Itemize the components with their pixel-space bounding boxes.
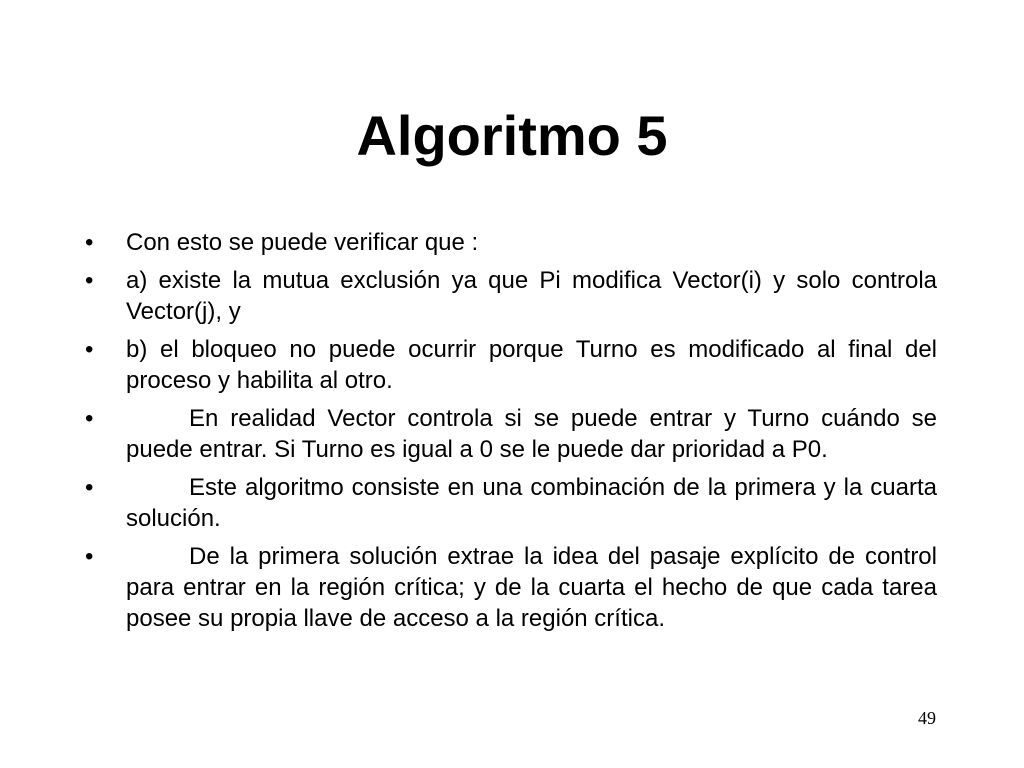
bullet-dot: • — [85, 474, 94, 501]
bullet-item — [85, 541, 937, 634]
bullet-dot: • — [85, 405, 94, 432]
bullet-item — [85, 472, 937, 534]
bullet-dot: • — [85, 267, 94, 294]
bullet-item — [85, 403, 937, 465]
bullet-text: De la primera solución extrae la idea del pasaje explícito de control para entrar en la región crítica; y de la cuarta el hecho de que cada tarea posee su propia llave de acceso a la región crítica. — [126, 543, 937, 632]
bullet-dot: • — [85, 229, 94, 256]
bullet-text: Este algoritmo consiste en una combinación de la primera y la cuarta solución. — [126, 474, 937, 532]
bullet-item — [85, 227, 937, 258]
bullet-item — [85, 334, 937, 396]
bullet-list — [85, 227, 937, 641]
bullet-text: a) existe la mutua exclusión ya que Pi modifica Vector(i) y solo controla Vector(j), y — [126, 267, 937, 325]
page-number: 49 — [918, 708, 936, 728]
bullet-item — [85, 265, 937, 327]
bullet-text: b) el bloqueo no puede ocurrir porque Turno es modificado al final del proceso y habilita al otro. — [126, 336, 937, 394]
bullet-dot: • — [85, 543, 94, 570]
bullet-text: Con esto se puede verificar que : — [126, 229, 479, 256]
slide-title: Algoritmo 5 — [356, 104, 668, 167]
bullet-text: En realidad Vector controla si se puede entrar y Turno cuándo se puede entrar. Si Turno es igual a 0 se le puede dar prioridad a P0. — [126, 405, 937, 463]
bullet-dot: • — [85, 336, 94, 363]
